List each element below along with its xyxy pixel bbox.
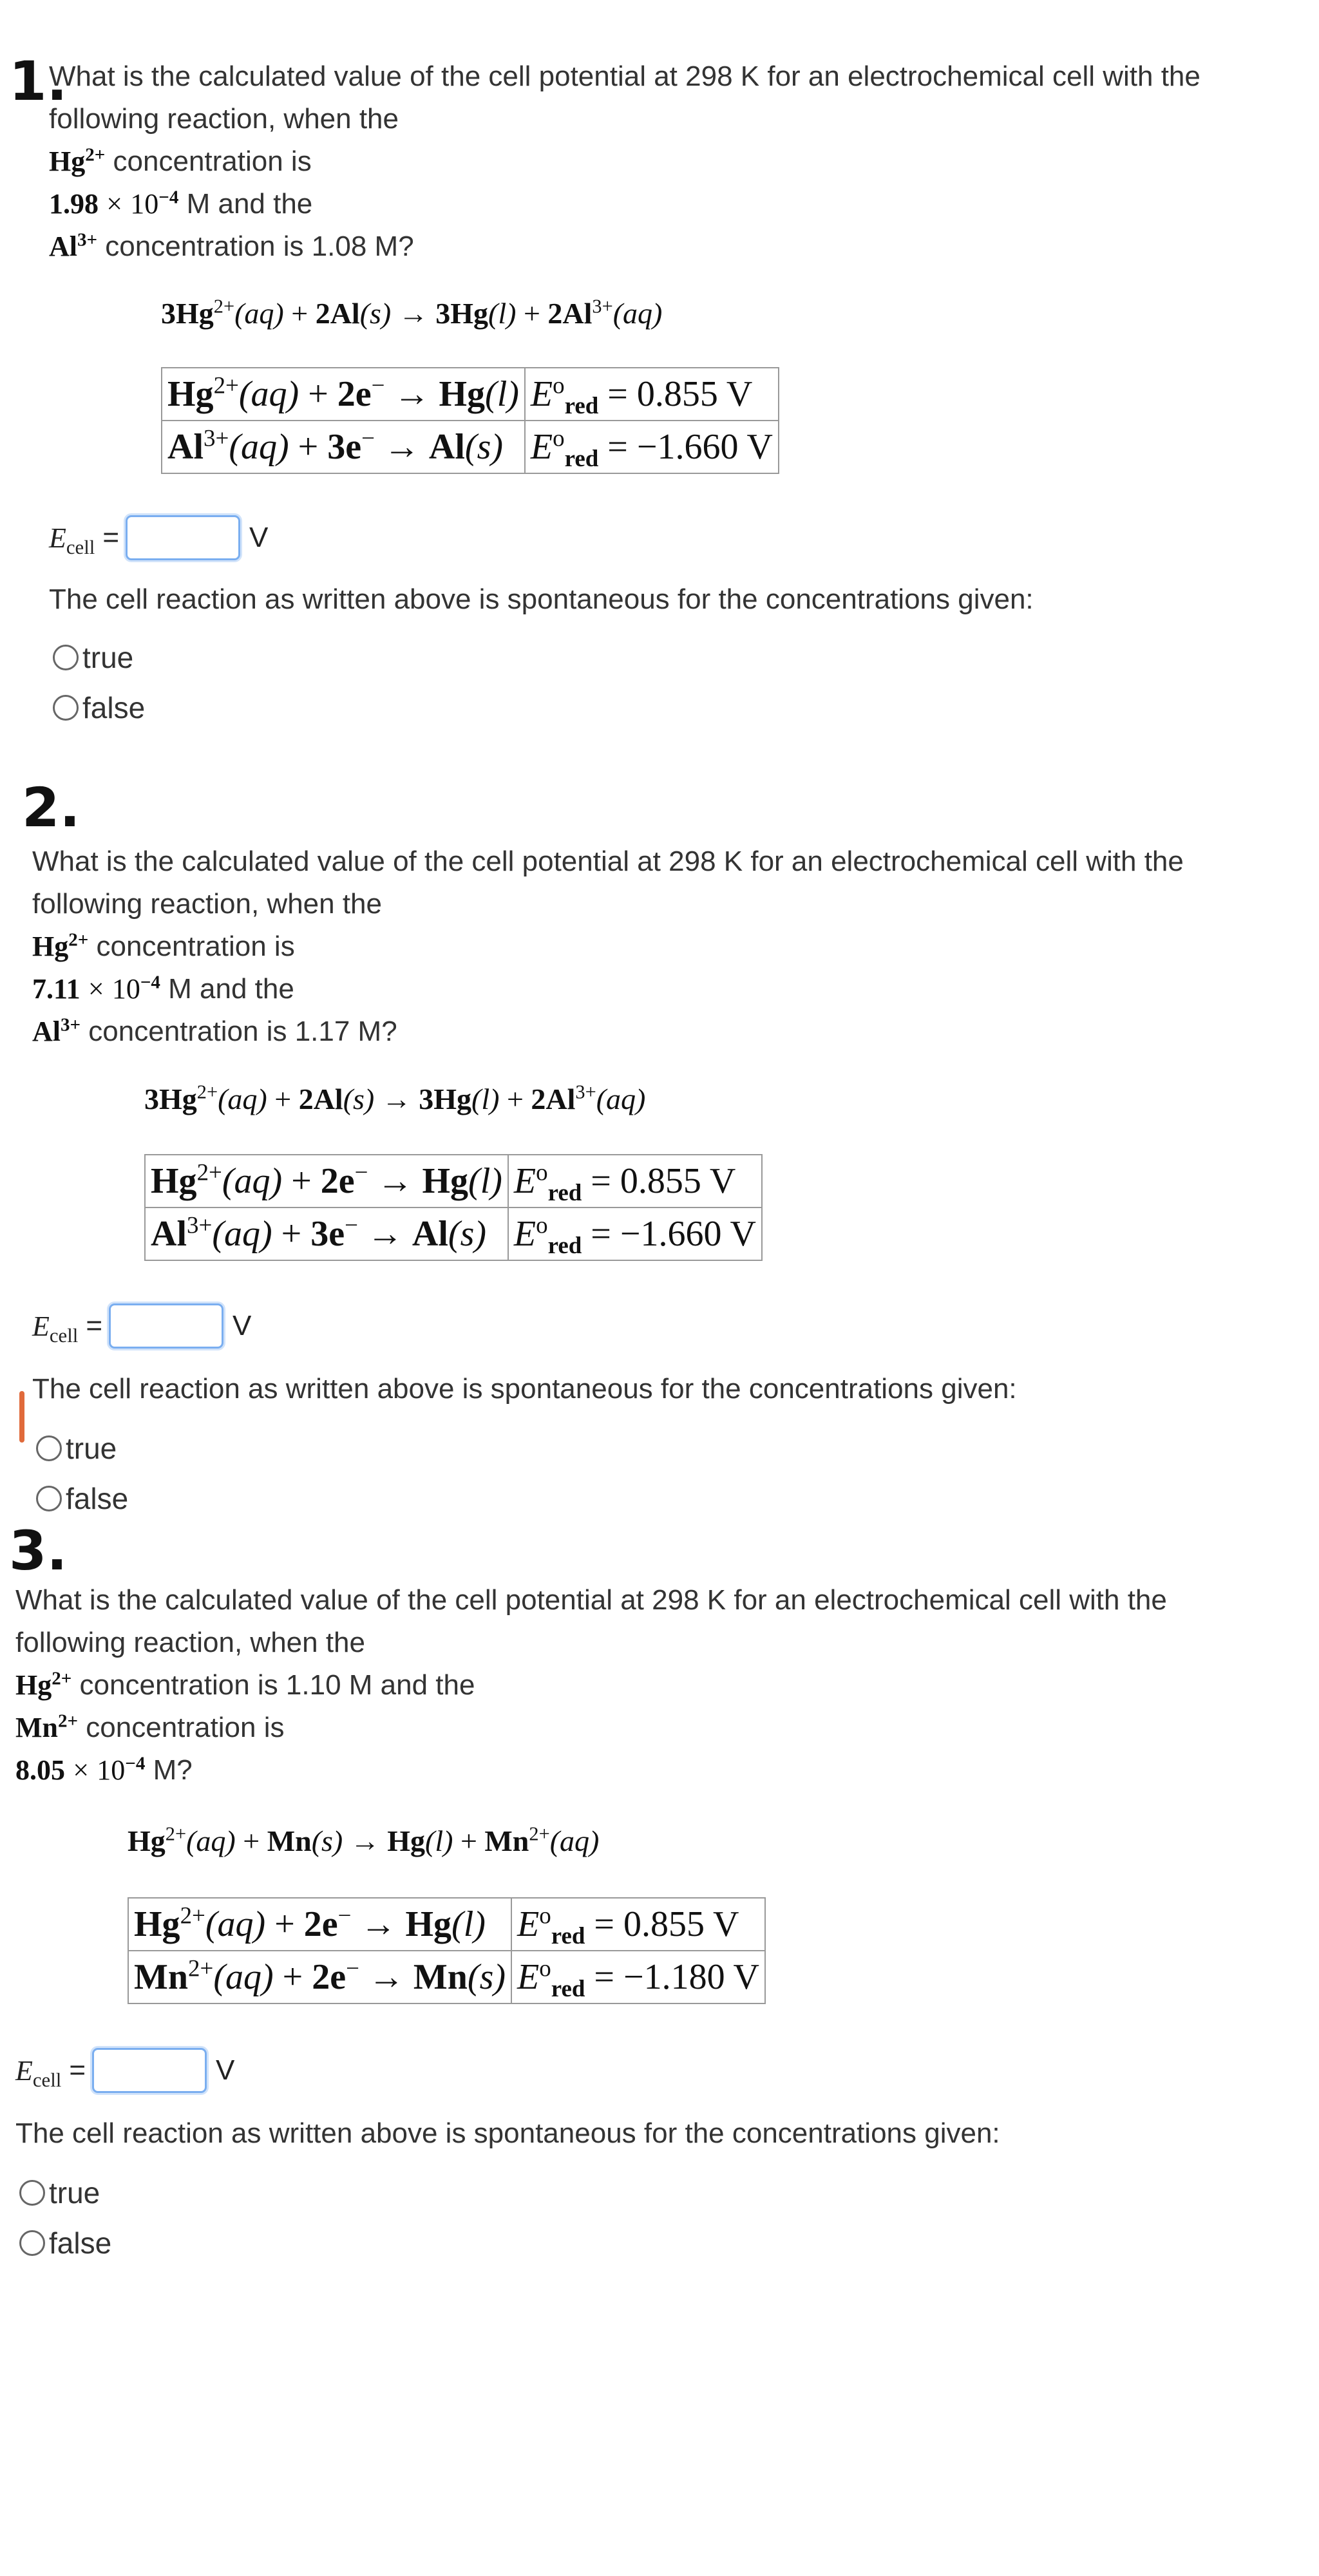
- half-reaction-row: [145, 1155, 762, 1208]
- times-sign: ×: [106, 188, 123, 220]
- ecell-input[interactable]: [126, 515, 240, 560]
- radio-true[interactable]: [36, 1435, 62, 1461]
- reactant-1: 3Hg: [144, 1083, 197, 1115]
- conc2-text: concentration is: [86, 1712, 285, 1743]
- reactant-1-charge: 2+: [196, 1081, 218, 1103]
- product-2-state: (aq): [549, 1824, 600, 1857]
- ten: 10: [130, 188, 159, 220]
- product-2-state: (aq): [612, 297, 663, 330]
- question-text-line-2: following reaction, when the: [32, 888, 382, 920]
- reactant-2-state: (s): [311, 1824, 343, 1857]
- ion1-symbol: Hg: [32, 931, 69, 962]
- half-reaction-row: [128, 1898, 765, 1951]
- ecell-label: $E_{cell}$: [15, 2054, 62, 2091]
- reactant-1: 3Hg: [161, 297, 214, 330]
- product-2: 2Al: [547, 297, 593, 330]
- ten: 10: [111, 973, 140, 1005]
- reactant-2: 2Al: [298, 1083, 343, 1115]
- ion2-line: [49, 225, 414, 268]
- option-true-label: true: [49, 2176, 100, 2210]
- half-reaction-table: [128, 1897, 766, 2004]
- conc1-mantissa: 7.11: [32, 973, 81, 1005]
- option-false-label: false: [82, 691, 146, 724]
- overall-reaction: [161, 296, 662, 330]
- option-true-label: true: [66, 1432, 117, 1465]
- standard-potential: $E^o_{red} = 0.855$ V: [525, 368, 779, 421]
- product-2-charge: 3+: [592, 295, 613, 317]
- ion2-charge: 3+: [77, 229, 98, 251]
- half-reaction-table: [144, 1154, 763, 1261]
- conc1-label: concentration is 1.10 M and the: [79, 1669, 475, 1701]
- conc1-tail: M and the: [168, 973, 294, 1005]
- half-reaction-equation: $Hg^{2+}(aq) + 2e^- \to Hg(l)$: [128, 1898, 511, 1951]
- ecell-row: [49, 515, 268, 560]
- product-1: 3Hg: [435, 297, 489, 330]
- ion1-line: [15, 1664, 475, 1707]
- conc2-mantissa: 8.05: [15, 1754, 65, 1786]
- reactant-2: Mn: [267, 1824, 312, 1857]
- half-reaction-equation: $Mn^{2+}(aq) + 2e^- \to Mn(s)$: [128, 1951, 511, 2003]
- equals-sign: =: [69, 2054, 86, 2086]
- half-reaction-row: [145, 1208, 762, 1260]
- ion1-charge: 2+: [85, 144, 106, 166]
- product-2-state: (aq): [596, 1083, 646, 1115]
- plus-sign: +: [506, 1083, 524, 1115]
- conc2-text: concentration is 1.17 M?: [88, 1016, 397, 1047]
- overall-reaction: [128, 1824, 599, 1858]
- cursor-marker: [19, 1391, 24, 1443]
- ecell-row: [32, 1303, 251, 1349]
- reactant-2-state: (s): [359, 297, 392, 330]
- ion2-symbol: Al: [32, 1016, 61, 1047]
- ion2-charge: 3+: [61, 1014, 81, 1036]
- conc1-exponent: −4: [158, 187, 179, 208]
- option-false-label: false: [49, 2226, 112, 2260]
- radio-true[interactable]: [53, 645, 79, 670]
- standard-potential: $E^o_{red} = -1.660$ V: [525, 421, 779, 473]
- question-text-line-2: following reaction, when the: [49, 103, 399, 135]
- spontaneous-statement: The cell reaction as written above is spontaneous for the concentrations given:: [32, 1373, 1017, 1405]
- plus-sign: +: [460, 1824, 477, 1857]
- times-sign: ×: [73, 1754, 90, 1786]
- conc2-tail: M?: [153, 1754, 193, 1786]
- standard-potential: $E^o_{red} = 0.855$ V: [508, 1155, 762, 1208]
- conc1-line: [32, 968, 294, 1010]
- reaction-arrow: →: [398, 297, 428, 330]
- ion1-symbol: Hg: [15, 1669, 52, 1701]
- half-reaction-row: [128, 1951, 765, 2003]
- equals-sign: =: [86, 1310, 103, 1341]
- plus-sign: +: [274, 1083, 292, 1115]
- unit-label: V: [216, 2054, 235, 2086]
- half-reaction-equation: $Al^{3+}(aq) + 3e^- \to Al(s)$: [162, 421, 525, 473]
- ecell-row: [15, 2048, 234, 2093]
- equals-sign: =: [102, 522, 120, 553]
- times-sign: ×: [88, 973, 104, 1005]
- product-2: Mn: [484, 1824, 529, 1857]
- reactant-1-state: (aq): [234, 297, 284, 330]
- ecell-label: $E_{cell}$: [49, 522, 95, 558]
- option-false[interactable]: [36, 1481, 128, 1516]
- question-text-line-1: What is the calculated value of the cell potential at 298 K for an electrochemical cell with the: [32, 846, 1184, 877]
- product-1-state: (l): [488, 297, 517, 330]
- question-text-line-1: What is the calculated value of the cell potential at 298 K for an electrochemical cell with the: [49, 61, 1200, 92]
- reactant-1-state: (aq): [186, 1824, 236, 1857]
- plus-sign: +: [523, 297, 540, 330]
- standard-potential: $E^o_{red} = -1.660$ V: [508, 1208, 762, 1260]
- option-false-label: false: [66, 1482, 129, 1515]
- half-reaction-row: [162, 368, 779, 421]
- unit-label: V: [249, 522, 269, 553]
- conc1-label: concentration is: [113, 146, 312, 177]
- question-number: 1.: [9, 50, 68, 113]
- reaction-arrow: →: [350, 1824, 380, 1857]
- option-true-label: true: [82, 641, 134, 674]
- half-reaction-equation: $Hg^{2+}(aq) + 2e^- \to Hg(l)$: [162, 368, 525, 421]
- conc1-exponent: −4: [140, 972, 160, 993]
- product-1-state: (l): [471, 1083, 500, 1115]
- radio-true[interactable]: [19, 2180, 45, 2206]
- ion2-line: [32, 1010, 397, 1053]
- product-1: Hg: [387, 1824, 426, 1857]
- ecell-label: $E_{cell}$: [32, 1310, 79, 1347]
- radio-false[interactable]: [36, 1486, 62, 1511]
- half-reaction-row: [162, 421, 779, 473]
- product-2-charge: 2+: [529, 1823, 550, 1845]
- option-true[interactable]: [19, 2175, 100, 2210]
- conc1-label: concentration is: [96, 931, 295, 962]
- conc2-exponent: −4: [125, 1753, 146, 1774]
- reactant-2: 2Al: [315, 297, 360, 330]
- conc1-mantissa: 1.98: [49, 188, 99, 220]
- half-reaction-equation: $Al^{3+}(aq) + 3e^- \to Al(s)$: [145, 1208, 508, 1260]
- option-false[interactable]: [19, 2226, 111, 2260]
- reactant-1-charge: 2+: [165, 1823, 187, 1845]
- conc1-line: [49, 183, 312, 225]
- conc1-tail: M and the: [186, 188, 313, 220]
- reactant-2-state: (s): [343, 1083, 375, 1115]
- radio-false[interactable]: [19, 2230, 45, 2256]
- half-reaction-equation: $Hg^{2+}(aq) + 2e^- \to Hg(l)$: [145, 1155, 508, 1208]
- ion1-line: [32, 925, 295, 968]
- spontaneous-statement: The cell reaction as written above is spontaneous for the concentrations given:: [15, 2117, 1000, 2149]
- ion2-symbol: Mn: [15, 1712, 58, 1743]
- question-number: 3.: [9, 1519, 68, 1582]
- question-number: 2.: [22, 776, 81, 839]
- standard-potential: $E^o_{red} = 0.855$ V: [511, 1898, 765, 1951]
- plus-sign: +: [243, 1824, 260, 1857]
- ten: 10: [97, 1754, 126, 1786]
- option-false[interactable]: [53, 690, 145, 725]
- reaction-arrow: →: [381, 1083, 412, 1115]
- spontaneous-statement: The cell reaction as written above is spontaneous for the concentrations given:: [49, 583, 1034, 615]
- product-1: 3Hg: [419, 1083, 472, 1115]
- option-true[interactable]: [36, 1431, 117, 1466]
- radio-false[interactable]: [53, 695, 79, 721]
- product-2-charge: 3+: [575, 1081, 596, 1103]
- reactant-1-charge: 2+: [213, 295, 235, 317]
- ion1-charge: 2+: [52, 1668, 72, 1689]
- reactant-1: Hg: [128, 1824, 166, 1857]
- conc2-text: concentration is 1.08 M?: [105, 231, 414, 262]
- ion2-symbol: Al: [49, 231, 77, 262]
- unit-label: V: [232, 1310, 252, 1341]
- ion1-symbol: Hg: [49, 146, 86, 177]
- reactant-1-state: (aq): [218, 1083, 267, 1115]
- ecell-input[interactable]: [109, 1303, 223, 1349]
- ion2-charge: 2+: [58, 1710, 79, 1732]
- ion1-charge: 2+: [68, 929, 89, 951]
- ion1-line: [49, 140, 312, 183]
- conc2-line: [15, 1749, 193, 1792]
- standard-potential: $E^o_{red} = -1.180$ V: [511, 1951, 765, 2003]
- product-1-state: (l): [425, 1824, 453, 1857]
- question-text-line-1: What is the calculated value of the cell potential at 298 K for an electrochemical cell with the: [15, 1584, 1167, 1616]
- ion2-line: [15, 1707, 284, 1749]
- product-2: 2Al: [531, 1083, 576, 1115]
- plus-sign: +: [291, 297, 308, 330]
- overall-reaction: [144, 1082, 645, 1116]
- option-true[interactable]: [53, 640, 133, 675]
- half-reaction-table: [161, 367, 779, 474]
- question-text-line-2: following reaction, when the: [15, 1627, 365, 1658]
- ecell-input[interactable]: [92, 2048, 207, 2093]
